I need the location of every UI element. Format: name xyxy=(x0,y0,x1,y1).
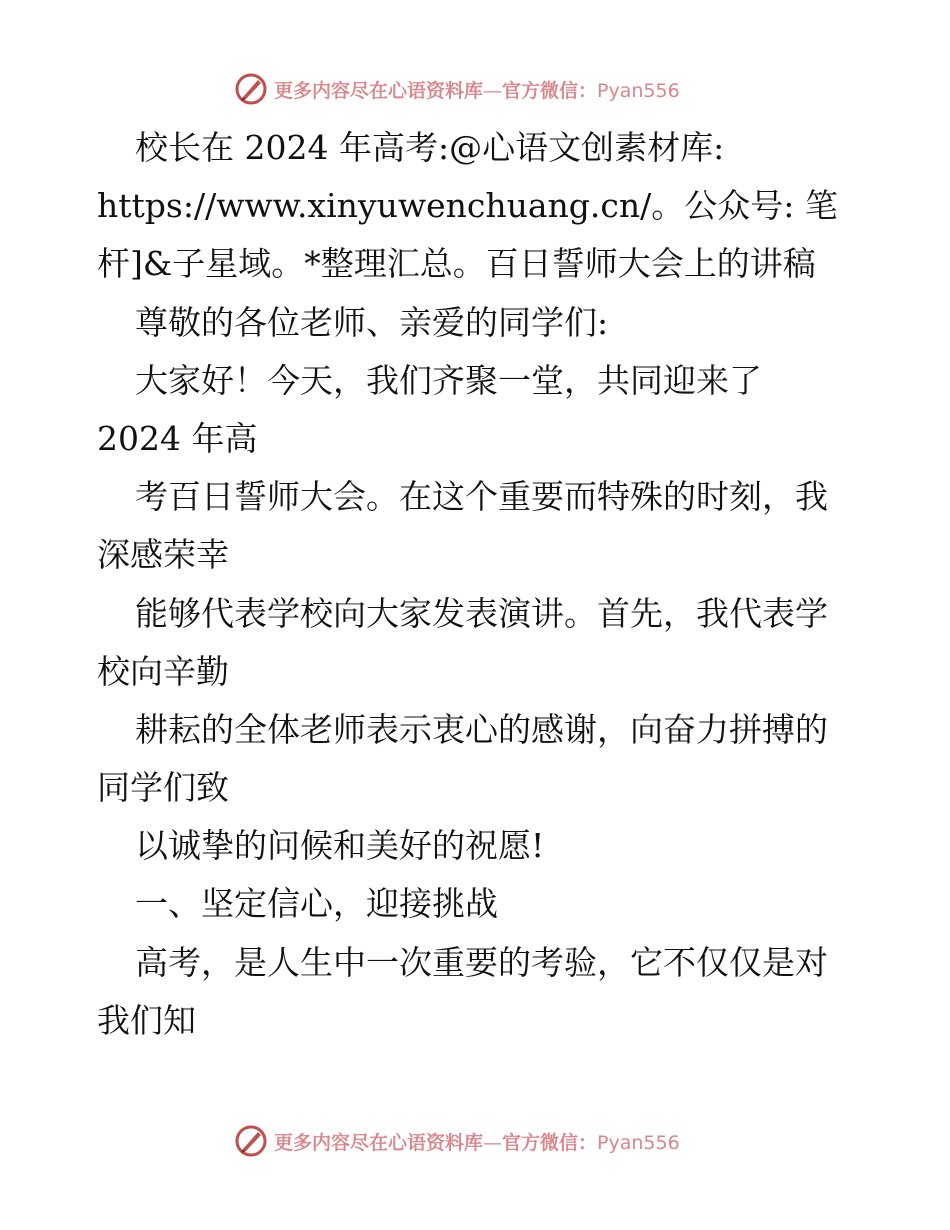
speech-line: 尊敬的各位老师、亲爱的同学们: xyxy=(135,302,609,342)
footer-banner xyxy=(234,1122,680,1160)
speech-line: 能够代表学校向大家发表演讲。首先，我代表学 xyxy=(135,593,828,633)
quill-pen-logo-icon xyxy=(234,1124,268,1158)
speech-line: 杆]&子星域。*整理汇总。百日誓师大会上的讲稿 xyxy=(97,244,816,284)
speech-line: https://www.xinyuwenchuang.cn/。公众号: 笔 xyxy=(97,186,838,226)
footer-promo-text xyxy=(274,1128,680,1155)
speech-line: 考百日誓师大会。在这个重要而特殊的时刻，我 xyxy=(135,477,828,517)
footer-wechat-label: 官方微信： xyxy=(502,1131,598,1154)
speech-line: 校长在 2024 年高考:@心语文创素材库: xyxy=(135,128,725,167)
header-separator: — xyxy=(483,79,503,102)
header-wechat-label: 官方微信： xyxy=(502,79,598,102)
header-promo-text xyxy=(274,76,680,103)
header-banner xyxy=(234,70,680,108)
speech-line: 同学们致 xyxy=(97,768,229,808)
speech-line: 2024 年高 xyxy=(97,418,258,458)
speech-line: 深感荣幸 xyxy=(97,535,229,575)
footer-promo: 更多内容尽在心语资料库 xyxy=(274,1131,484,1154)
header-promo: 更多内容尽在心语资料库 xyxy=(274,79,484,102)
speech-line: 以诚挚的问候和美好的祝愿! xyxy=(135,826,545,866)
header-wechat-id: Pyan556 xyxy=(597,79,680,102)
footer-separator: — xyxy=(483,1131,503,1154)
speech-line: 一、坚定信心，迎接挑战 xyxy=(135,884,498,924)
speech-line: 校向辛勤 xyxy=(97,651,229,691)
quill-pen-logo-icon xyxy=(234,72,268,106)
speech-line: 耕耘的全体老师表示衷心的感谢，向奋力拼搏的 xyxy=(135,709,828,749)
speech-line: 我们知 xyxy=(97,1000,196,1040)
speech-body xyxy=(97,119,857,1050)
speech-line: 大家好！今天，我们齐聚一堂，共同迎来了 xyxy=(135,360,762,400)
speech-line: 高考，是人生中一次重要的考验，它不仅仅是对 xyxy=(135,942,828,982)
footer-wechat-id: Pyan556 xyxy=(597,1131,680,1154)
